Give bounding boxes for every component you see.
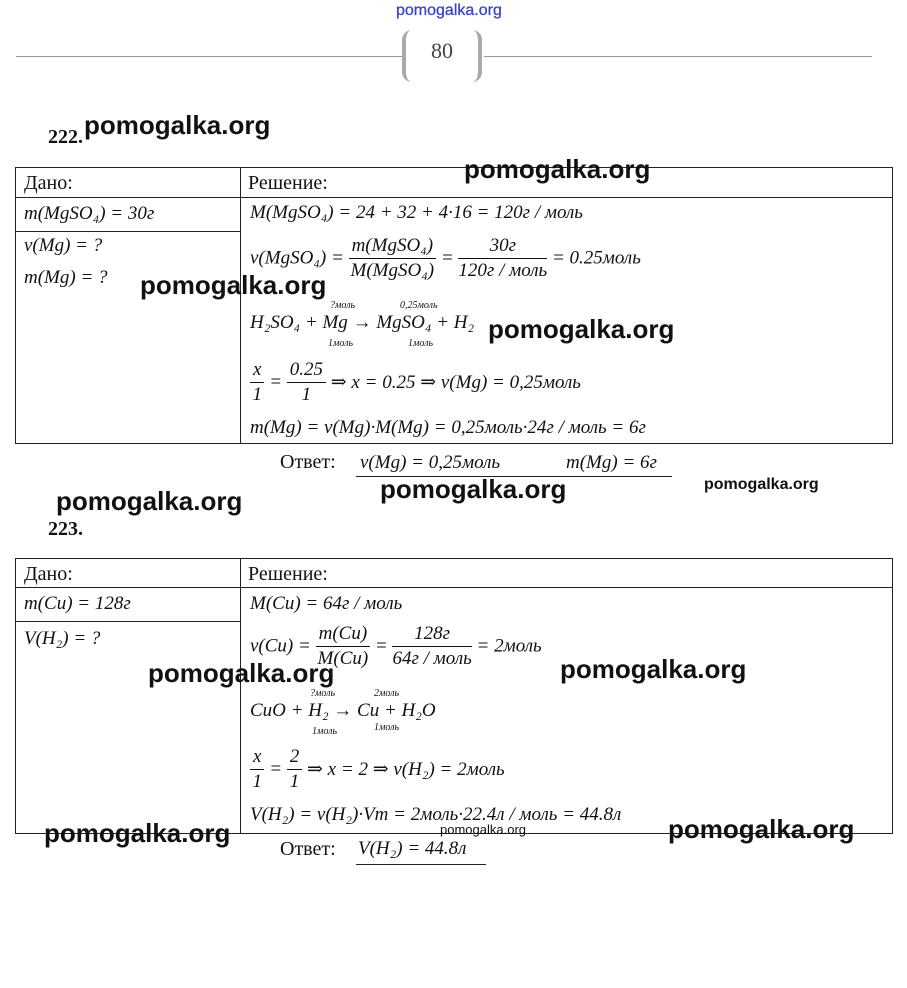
problem-222-nu-line: ν(MgSO₄) = $\frac{\text{m(MgSO₄)}}{\text{M(MgSO₄)}}$ = $\frac{30г}{\text{120г / моль}}$ = 0.25моль [250,235,641,281]
prop-num: 2 [287,745,303,770]
problem-222-mass-line: m(Mg) = ν(Mg)·M(Mg) = 0,25моль·24г / моль = 6г [250,417,646,438]
watermark: pomogalka.org [56,486,243,516]
problem-223-given-divider [16,621,240,622]
eq-below-cu: 1моль [374,722,400,733]
problem-222-molar-mass: M(MgSO₄) = 24 + 32 + 4·16 = 120г / моль [250,202,583,223]
nu-left: ν(MgSO₄) = [250,247,344,269]
prop-right [287,745,303,794]
nu-fraction-2 [458,234,547,283]
problem-222-equation [250,312,474,334]
eq-mg: Mg [322,312,348,333]
prop-den: 1 [289,771,300,792]
problem-223-molar-mass: M(Cu) = 64г / моль [250,593,403,614]
watermark: pomogalka.org [440,822,526,837]
watermark: pomogalka.org [148,658,335,688]
nu-fraction-1-den: M(MgSO₄) [350,260,435,281]
problem-223-volume-line: V(H₂) = ν(H₂)·Vm = 2моль·22.4л / моль = 44.8л [250,804,622,825]
watermark: pomogalka.org [704,476,819,493]
eq-above-salt: 0,25моль [400,300,438,311]
problem-222-given-mass: m(MgSO₄) = 30г [24,203,155,224]
problem-222-answer-2: m(Mg) = 6г [566,452,657,473]
problem-223-number: 223. [48,518,83,540]
prop-right [287,358,326,407]
prop-1: 1 [252,384,262,405]
problem-223-given-label: Дано: [24,563,73,585]
nu-result: = 2моль [476,635,542,657]
eq-cu: Cu [357,700,380,721]
prop-x: x [250,745,264,770]
nu-fraction-2-den: 120г / моль [458,260,548,281]
header-site-link[interactable]: pomogalka.org [396,2,502,19]
problem-222-given-label: Дано: [24,172,73,194]
watermark: pomogalka.org [668,814,855,844]
prop-tail: ⇒ x = 2 ⇒ ν(H₂) = 2моль [307,759,505,780]
prop-num: 0.25 [287,358,326,383]
problem-223-answer-1: V(H₂) = 44.8л [358,838,467,859]
problem-223-nu-line: ν(Cu) = $\frac{m(Cu)}{M(Cu)}$ = $\frac{128г}{\text{64г / моль}}$ = 2моль [250,623,542,669]
eq-below-salt: 1моль [408,338,434,349]
problem-222-number: 222. [48,126,83,148]
header-rule-left [16,56,402,57]
problem-222-given-divider [16,231,240,232]
problem-223-answer-underline [356,864,486,865]
problem-222-given-nu: ν(Mg) = ? [24,235,103,256]
watermark: pomogalka.org [488,314,675,344]
eq-above-h2: ?моль [310,688,336,699]
header-rule-right [484,56,872,57]
problem-222-column-divider [240,168,241,443]
eq-right: + H₂O [383,700,436,721]
eq-above-cu: 2моль [374,688,400,699]
prop-1: 1 [252,771,262,792]
eq-left: H₂SO₄ + [250,312,318,333]
problem-223-equation [250,700,436,722]
problem-223-answer-label: Ответ: [280,838,336,860]
problem-222-answer-1: ν(Mg) = 0,25моль [360,452,501,473]
eq-left: CuO + [250,700,304,721]
nu-fraction-1-num: m(MgSO₄) [349,234,437,259]
eq-salt: MgSO₄ [376,312,432,333]
problem-223-given-mass: m(Cu) = 128г [24,593,131,614]
nu-fraction-2-num: 128г [392,622,471,647]
page-number: 80 [431,38,453,63]
watermark: pomogalka.org [140,270,327,300]
problem-223-column-divider [240,559,241,833]
eq-right: + H₂ [436,312,475,333]
eq-arrow: → [352,312,372,333]
eq-arrow: → [333,700,353,721]
watermark: pomogalka.org [44,818,231,848]
eq-below-h2: 1моль [312,726,338,737]
problem-222-proportion: $\frac{x}{1}$ = $\frac{0.25}{1}$ ⇒ x = 0.25 ⇒ ν(Mg) = 0,25моль [250,358,581,407]
problem-223-header-divider [16,587,892,588]
problem-223-proportion: $\frac{x}{1}$ = $\frac{2}{1}$ ⇒ x = 2 ⇒ ν(H₂) = 2моль [250,745,505,794]
prop-left [250,358,264,407]
nu-fraction-1 [349,234,437,283]
nu-fraction-1-den: M(Cu) [317,648,369,669]
nu-fraction-2 [392,622,471,671]
watermark: pomogalka.org [464,154,651,184]
prop-tail: ⇒ x = 0.25 ⇒ ν(Mg) = 0,25моль [330,372,581,393]
nu-fraction-1-num: m(Cu) [316,622,371,647]
nu-result: = 0.25моль [551,247,641,269]
eq-below-mg: 1моль [328,338,354,349]
problem-222-answer-label: Ответ: [280,451,336,473]
nu-fraction-2-num: 30г [458,234,547,259]
eq-above-mg: ?моль [330,300,356,311]
prop-den: 1 [301,384,312,405]
eq-h2: H₂ [308,700,329,721]
nu-fraction-2-den: 64г / моль [392,648,472,669]
problem-222-solution-label: Решение: [248,172,328,194]
problem-222-header-divider [16,197,892,198]
watermark: pomogalka.org [84,110,271,140]
problem-223-solution-label: Решение: [248,563,328,585]
nu-left: ν(Cu) = [250,635,311,657]
prop-left [250,745,264,794]
watermark: pomogalka.org [560,654,747,684]
problem-223-given-volume: V(H₂) = ? [24,628,101,649]
watermark: pomogalka.org [380,474,567,504]
problem-222-given-m: m(Mg) = ? [24,267,108,288]
prop-x: x [250,358,264,383]
